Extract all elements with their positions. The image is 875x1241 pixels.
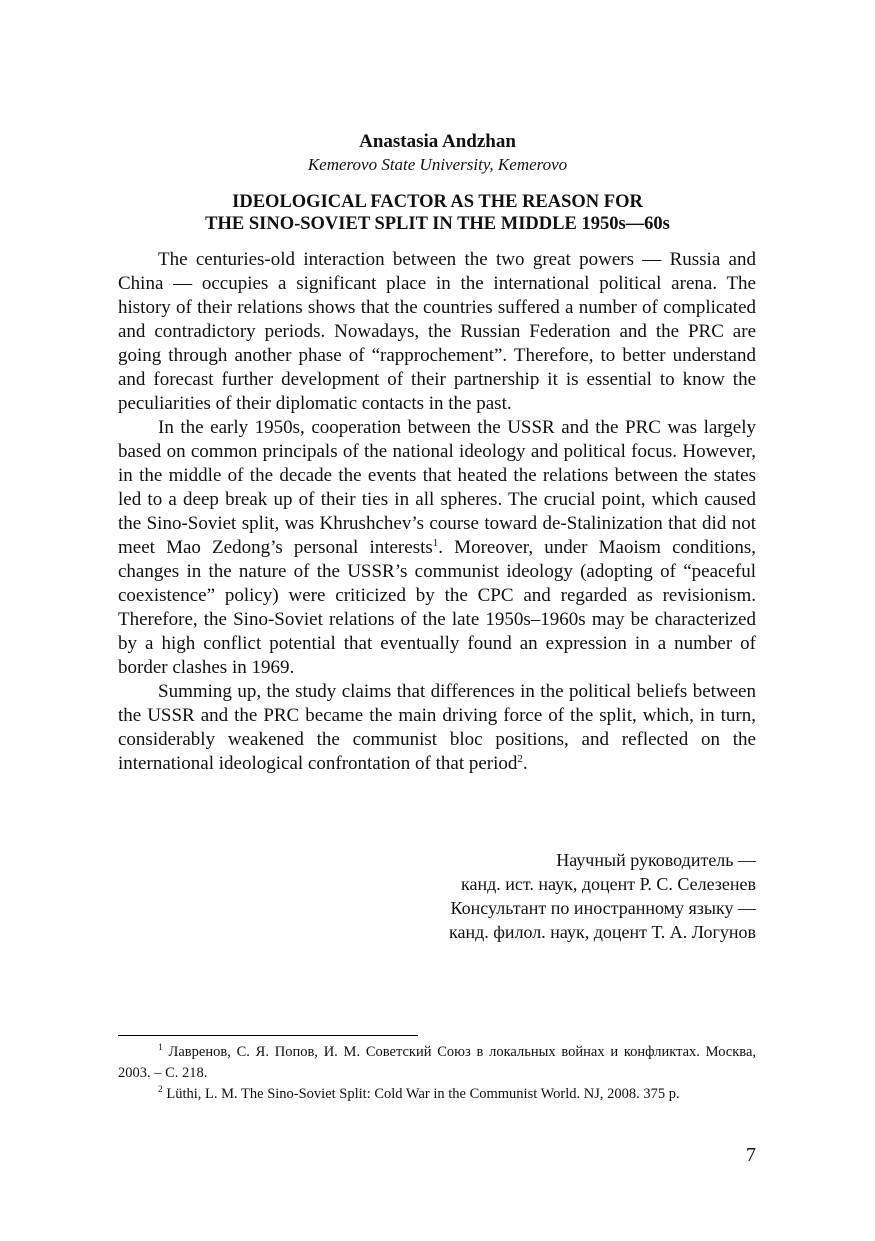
footnote-ref-2: 2 (517, 753, 523, 765)
article-title (0, 191, 875, 235)
signature-block (449, 848, 756, 944)
paragraph-3-text-b: . (522, 753, 528, 774)
signature-line-3: Консультант по иностранному языку — (450, 898, 756, 918)
title-line-1: IDEOLOGICAL FACTOR AS THE REASON FOR (232, 192, 643, 212)
paragraph-1-text: The centuries-old interaction between the two great powers — Russia and China — occupies a significant place in the international political arena. The history of their relations shows that the countries suffered a number of complicated and contradictory periods. Nowadays, the Russian Federation and the PRC are going through another phase of “rapprochement”. Therefore, to better understand and forecast further development of their partnership it is essential to know the peculiarities of their diplomatic contacts in the past. (118, 249, 756, 414)
paragraph-3-text-a: Summing up, the study claims that differences in the political beliefs between the USSR and the PRC became the main driving force of the split, which, in turn, considerably weakened the communist bloc positions, and reflected on the international ideological confrontation of that period (118, 681, 756, 774)
footnote-2 (118, 1084, 756, 1105)
signature-line-4: канд. филол. наук, доцент Т. А. Логунов (449, 922, 756, 942)
footnote-ref-1: 1 (432, 537, 439, 549)
author-name: Anastasia Andzhan (359, 131, 516, 152)
page-number: 7 (746, 1144, 756, 1166)
article-body (118, 248, 756, 776)
paragraph-1 (118, 248, 756, 416)
title-line-2: THE SINO-SOVIET SPLIT IN THE MIDDLE 1950s—60s (205, 214, 670, 234)
footnote-1 (118, 1042, 756, 1084)
footnote-1-number: 1 (158, 1043, 163, 1053)
paragraph-3 (118, 680, 756, 776)
footnote-2-number: 2 (158, 1085, 163, 1095)
footnotes (118, 1042, 756, 1105)
footnote-2-text: Lüthi, L. M. The Sino-Soviet Split: Cold War in the Communist World. NJ, 2008. 375 p. (166, 1086, 680, 1102)
signature-line-2: канд. ист. наук, доцент Р. С. Селезенев (460, 874, 756, 894)
author-affiliation: Kemerovo State University, Kemerovo (307, 155, 568, 174)
paragraph-2-text-a: In the early 1950s, cooperation between the USSR and the PRC was largely based on common principals of the national ideology and political focus. However, in the middle of the decade the events that heated the relations between the states led to a deep break up of their ties in all spheres. The crucial point, which caused the Sino-Soviet split, was Khrushchev’s course toward de-Stalinization that did not meet Mao Zedong’s personal interests (118, 417, 756, 558)
footnote-separator (118, 1035, 418, 1036)
paragraph-2 (118, 416, 756, 680)
paragraph-2-text-b: . Moreover, under Maoism conditions, changes in the nature of the USSR’s communist ideology (adopting of “peaceful coexistence” policy) were criticized by the CPC and regarded as revisionism. Therefore, the Sino-Soviet relations of the late 1950s–1960s may be characterized by a high conflict potential that eventually found an expression in a number of border clashes in 1969. (118, 537, 756, 678)
footnote-1-text: Лавренов, С. Я. Попов, И. М. Советский Союз в локальных войнах и конфликтах. Москва, 2003. – С. 218. (118, 1044, 756, 1081)
signature-line-1: Научный руководитель — (556, 850, 756, 870)
